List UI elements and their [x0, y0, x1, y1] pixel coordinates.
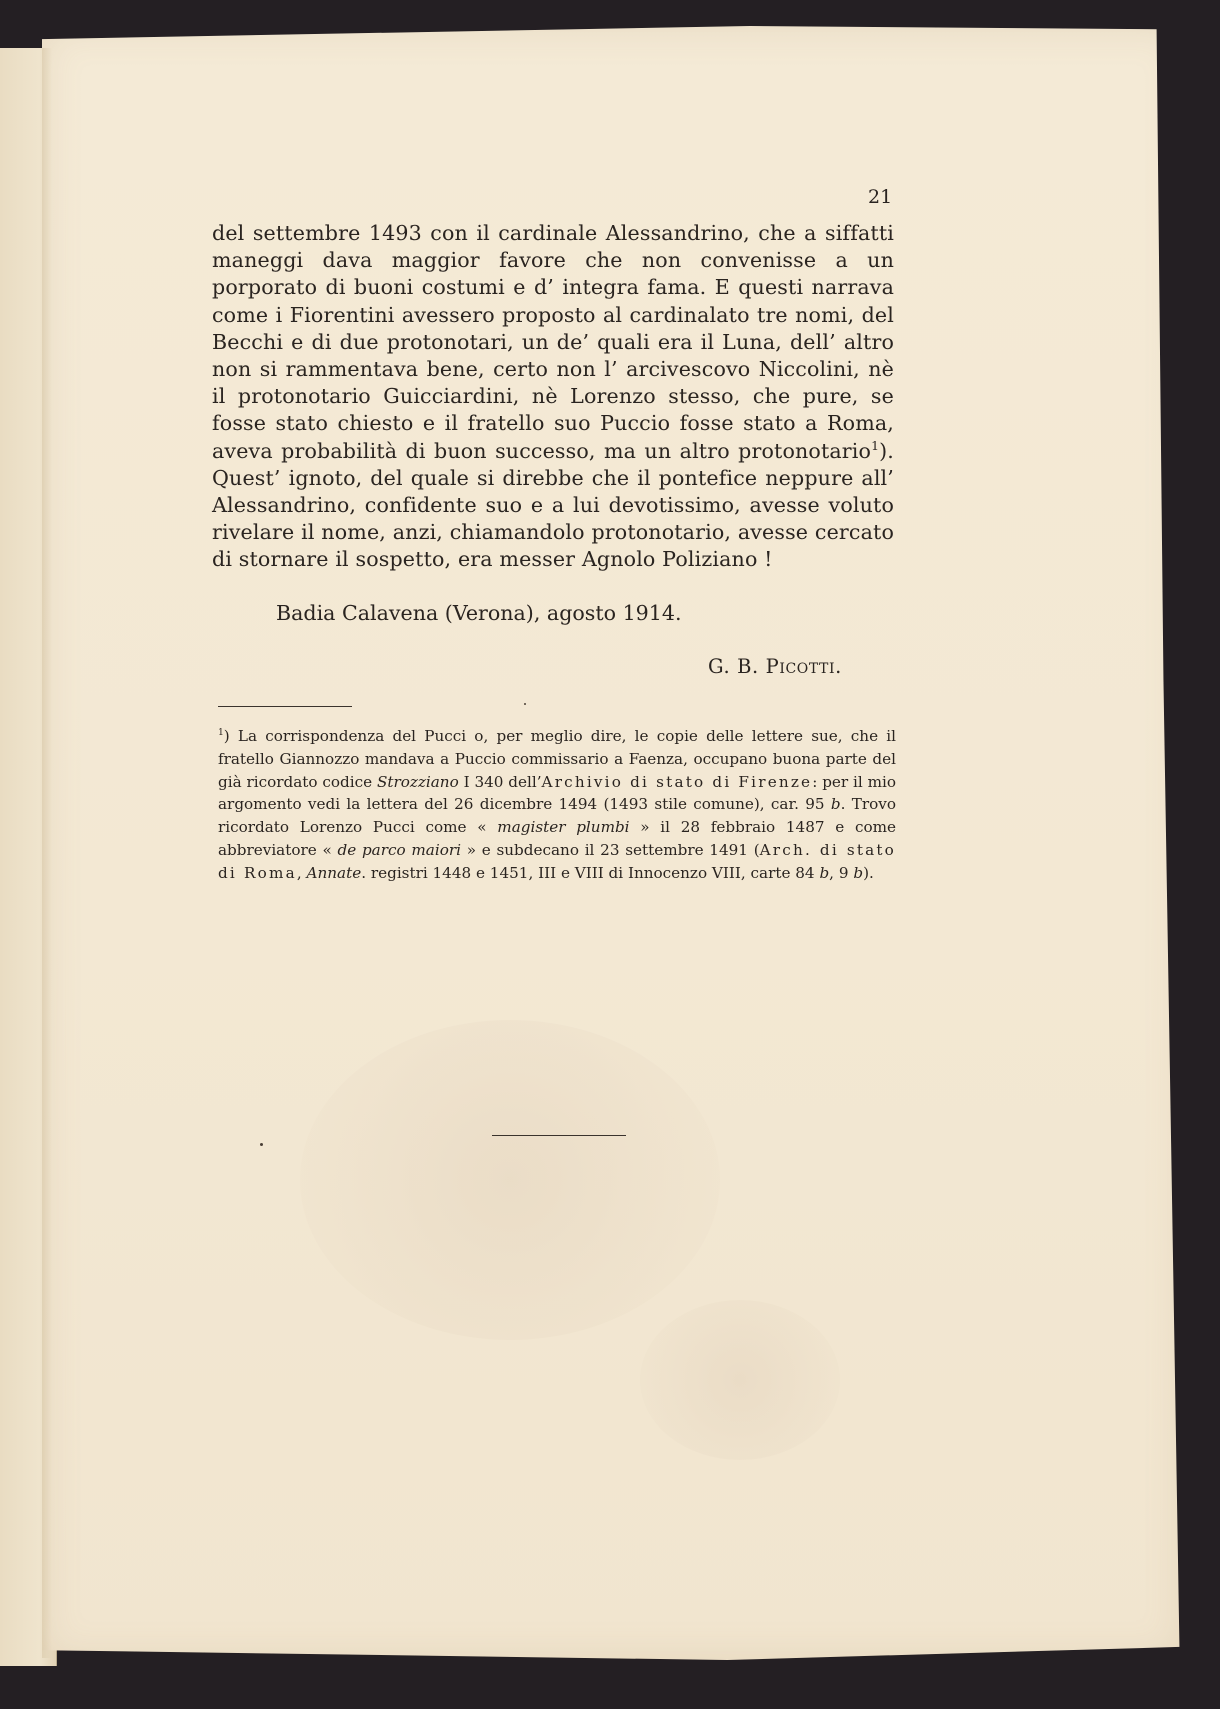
- author-name: G. B. Picotti.: [708, 655, 842, 678]
- footnote-text: ,: [296, 863, 302, 882]
- footnote-reference: 1: [871, 438, 880, 453]
- footnote-text: . Trovo ricordato Lorenzo Pucci come «: [218, 795, 896, 837]
- footnote-text: » il 28 febbraio 1487 e come abbreviatore «: [218, 818, 897, 859]
- footnote-text: ) La corrispondenza del Pucci o, per meglio dire, le copie delle lettere sue, che il fratello Giannozzo mandava a Puccio commissario a Faenza, occupano buona parte del già ricordato codice: [218, 727, 896, 791]
- body-paragraph: [212, 220, 894, 574]
- footnote-text: » e subdecano il 23 settembre 1491 (: [466, 840, 760, 859]
- footnote: [218, 725, 896, 885]
- paper-stain: [640, 1300, 840, 1460]
- body-text-part: del settembre 1493 con il cardinale Alessandrino, che a siffatti maneggi dava maggior favore che non convenisse a un porporato di buoni costumi e d’ integra fama. E questi narrava come i Fiorentini avessero proposto al cardinalato tre nomi, del Becchi e di due protonotari, un de’ quali era il Luna, dell’ altro non si rammentava bene, certo non l’ arcivescovo Niccolini, nè il protonotario Guicciardini, nè Lorenzo stesso, che pure, se fosse stato chiesto e il fratello suo Puccio fosse stato a Roma, aveva probabilità di buon successo, ma un altro protonotario: [212, 221, 894, 463]
- footnote-italic: b: [830, 795, 841, 814]
- footnote-italic: Strozziano: [376, 772, 459, 791]
- footnote-separator: [218, 706, 352, 707]
- paper-stain: [300, 1020, 720, 1340]
- ink-speck: [260, 1143, 263, 1146]
- footnote-text: ).: [863, 863, 874, 882]
- page-number: 21: [868, 186, 893, 208]
- footnote-archive: Archivio di stato di Firenze: [541, 772, 813, 791]
- body-text-part: ). Quest’ ignoto, del quale si direbbe che il pontefice neppure all’ Alessandrino, confidente suo e a lui devotissimo, avesse voluto rivelare il nome, anzi, chiamandolo protonotario, avesse cercato di stornare il sospetto, era messer Agnolo Poliziano !: [212, 438, 894, 572]
- footnote-marker: 1: [218, 727, 224, 738]
- place-and-date: Badia Calavena (Verona), agosto 1914.: [276, 601, 682, 625]
- footnote-text: . registri 1448 e 1451, III e VIII di Innocenzo VIII, carte 84: [361, 863, 815, 882]
- footnote-archive: Arch. di stato di Roma: [218, 840, 897, 882]
- footnote-italic: magister plumbi: [497, 818, 630, 837]
- author-signature: [708, 655, 842, 678]
- footnote-italic: b: [853, 863, 864, 882]
- footnote-text: I 340 dell’: [463, 772, 542, 791]
- ink-speck: [524, 703, 526, 705]
- end-rule: [492, 1135, 626, 1136]
- footnote-italic: b: [819, 863, 830, 882]
- page-gutter-shadow: [42, 48, 52, 1658]
- footnote-italic: de parco maiori: [337, 840, 461, 859]
- footnote-italic: Annate: [306, 863, 362, 882]
- footnote-text: : per il mio argomento vedi la lettera del 26 dicembre 1494 (1493 stile comune), car. 95: [218, 772, 896, 814]
- footnote-text: , 9: [829, 863, 849, 882]
